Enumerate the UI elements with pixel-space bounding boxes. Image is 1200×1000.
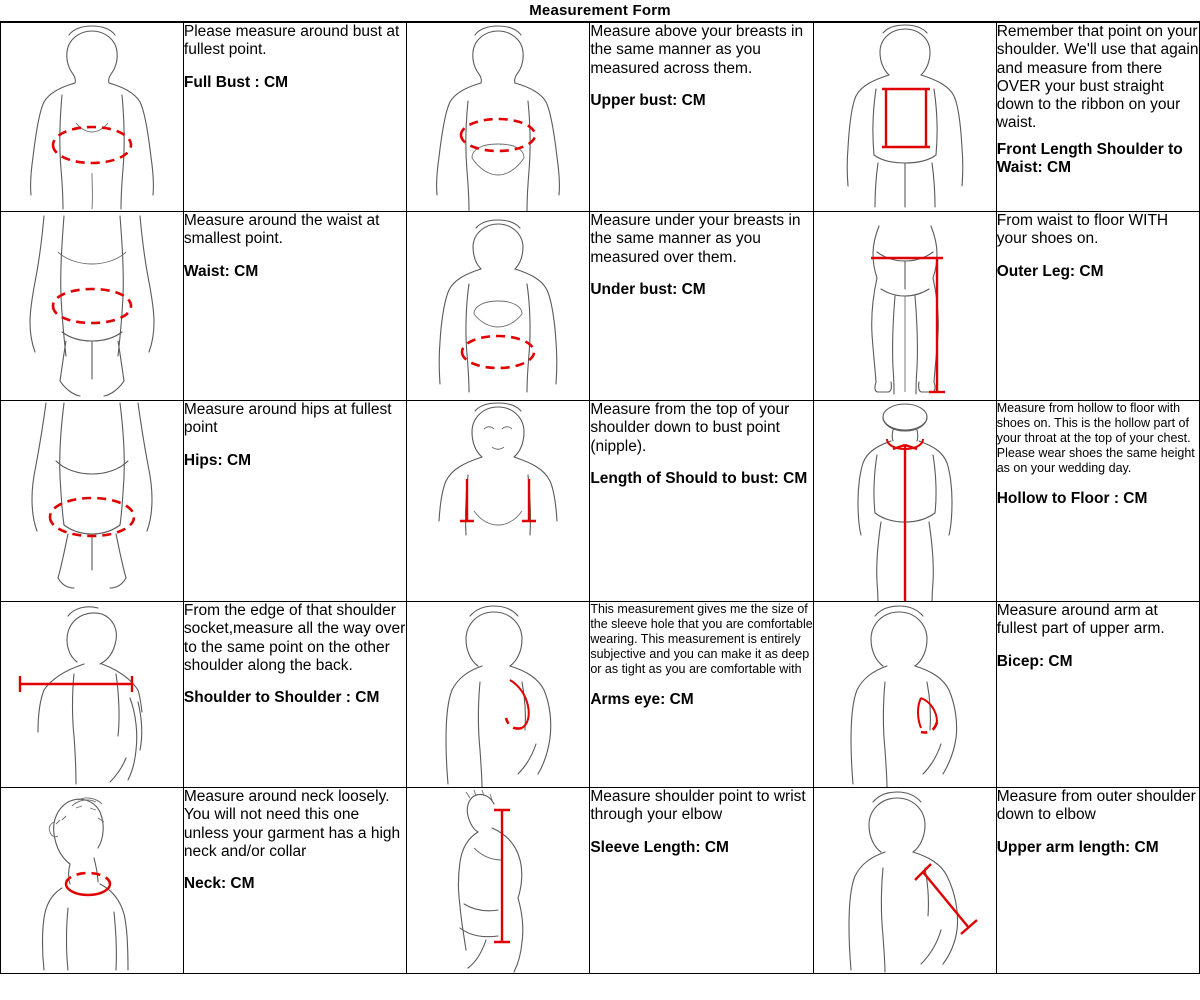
description-text: Measure around hips at fullest point bbox=[183, 401, 392, 437]
table-row bbox=[1, 788, 1200, 974]
figure-cell bbox=[1, 23, 184, 212]
female-legs-outer-leg-icon bbox=[819, 212, 991, 400]
figure-cell bbox=[407, 788, 590, 974]
measurement-label: Shoulder to Shoulder : CM bbox=[183, 689, 380, 707]
table-row bbox=[1, 401, 1200, 602]
description-cell bbox=[590, 788, 814, 974]
description-text: Measure above your breasts in the same manner as you measured across them. bbox=[590, 23, 804, 77]
female-arms-eye-icon bbox=[412, 602, 584, 787]
figure-cell bbox=[407, 602, 590, 788]
description-cell bbox=[996, 212, 1199, 401]
figure-cell bbox=[1, 788, 184, 974]
description-text: Measure shoulder point to wrist through your elbow bbox=[590, 788, 806, 824]
measurement-label: Bicep: CM bbox=[996, 652, 1073, 670]
measurement-label: Arms eye: CM bbox=[590, 691, 694, 708]
page-title-bar bbox=[0, 0, 1200, 22]
description-text: Measure from outer shoulder down to elbow bbox=[996, 788, 1196, 824]
female-upper-arm-length-icon bbox=[819, 788, 991, 973]
measurement-label: Length of Should to bust: CM bbox=[590, 469, 808, 487]
measurement-label: Waist: CM bbox=[183, 262, 259, 280]
measurement-label: Neck: CM bbox=[183, 875, 255, 893]
table-row bbox=[1, 212, 1200, 401]
female-sleeve-length-icon bbox=[412, 788, 584, 973]
figure-cell bbox=[813, 212, 996, 401]
page-title: Measurement Form bbox=[529, 2, 671, 19]
description-text: This measurement gives me the size of the sleeve hole that you are comfortable wearing. This measurement is entirely subjective and you can make it as deep or as tight as you are comfortable with bbox=[590, 602, 813, 676]
description-text: From waist to floor WITH your shoes on. bbox=[996, 212, 1169, 248]
description-cell bbox=[183, 401, 407, 602]
female-torso-front-bust-icon bbox=[6, 23, 178, 211]
table-row bbox=[1, 602, 1200, 788]
female-back-shoulder-to-shoulder-icon bbox=[6, 602, 178, 787]
measurement-label: Sleeve Length: CM bbox=[590, 838, 729, 856]
female-bicep-icon bbox=[819, 602, 991, 787]
description-cell bbox=[996, 401, 1199, 602]
description-text: Please measure around bust at fullest point. bbox=[183, 23, 400, 59]
female-torso-under-bust-icon bbox=[412, 212, 584, 400]
figure-cell bbox=[1, 602, 184, 788]
measurement-label: Front Length Shoulder to Waist: CM bbox=[996, 140, 1183, 176]
measurement-label: Hollow to Floor : CM bbox=[996, 490, 1148, 507]
measurement-label: Full Bust : CM bbox=[183, 73, 289, 91]
description-text: Measure around arm at fullest part of upper arm. bbox=[996, 602, 1165, 638]
description-cell bbox=[590, 212, 814, 401]
description-text: Measure under your breasts in the same manner as you measured over them. bbox=[590, 212, 801, 266]
figure-cell bbox=[407, 212, 590, 401]
measurement-label: Outer Leg: CM bbox=[996, 262, 1104, 280]
description-cell bbox=[590, 602, 814, 788]
description-cell bbox=[590, 401, 814, 602]
figure-cell bbox=[407, 23, 590, 212]
figure-cell bbox=[813, 788, 996, 974]
female-torso-hips-icon bbox=[6, 401, 178, 589]
figure-cell bbox=[813, 23, 996, 212]
description-cell bbox=[996, 23, 1199, 212]
figure-cell bbox=[1, 212, 184, 401]
description-text: Remember that point on your shoulder. We'll use that again and measure from there OVER your bust straight down to the ribbon on your waist. bbox=[996, 23, 1199, 132]
description-cell bbox=[183, 788, 407, 974]
description-cell bbox=[996, 602, 1199, 788]
description-cell bbox=[183, 23, 407, 212]
female-shoulder-to-bust-icon bbox=[412, 401, 584, 589]
description-cell bbox=[590, 23, 814, 212]
figure-cell bbox=[813, 401, 996, 602]
description-text: From the edge of that shoulder socket,measure all the way over to the same point on the other shoulder along the back. bbox=[183, 602, 406, 674]
female-head-neck-icon bbox=[6, 788, 178, 973]
measurement-label: Upper bust: CM bbox=[590, 91, 706, 109]
description-text: Measure around the waist at smallest point. bbox=[183, 212, 380, 248]
female-torso-upper-bust-icon bbox=[412, 23, 584, 211]
description-cell bbox=[183, 212, 407, 401]
measurement-label: Upper arm length: CM bbox=[996, 838, 1159, 856]
measurement-label: Under bust: CM bbox=[590, 280, 706, 298]
description-cell bbox=[183, 602, 407, 788]
figure-cell bbox=[813, 602, 996, 788]
female-full-body-hollow-to-floor-icon bbox=[819, 401, 991, 601]
description-text: Measure around neck loosely. You will not need this one unless your garment has a high neck and/or collar bbox=[183, 788, 401, 860]
female-torso-waist-icon bbox=[6, 212, 178, 400]
description-text: Measure from the top of your shoulder down to bust point (nipple). bbox=[590, 401, 790, 455]
table-row bbox=[1, 23, 1200, 212]
description-cell bbox=[996, 788, 1199, 974]
measurement-table bbox=[0, 22, 1200, 974]
figure-cell bbox=[1, 401, 184, 602]
figure-cell bbox=[407, 401, 590, 602]
female-back-shoulder-to-waist-icon bbox=[819, 23, 991, 211]
measurement-label: Hips: CM bbox=[183, 451, 252, 469]
description-text: Measure from hollow to floor with shoes on. This is the hollow part of your throat at the top of your chest. Please wear shoes the same height as on your wedding day. bbox=[996, 401, 1195, 475]
